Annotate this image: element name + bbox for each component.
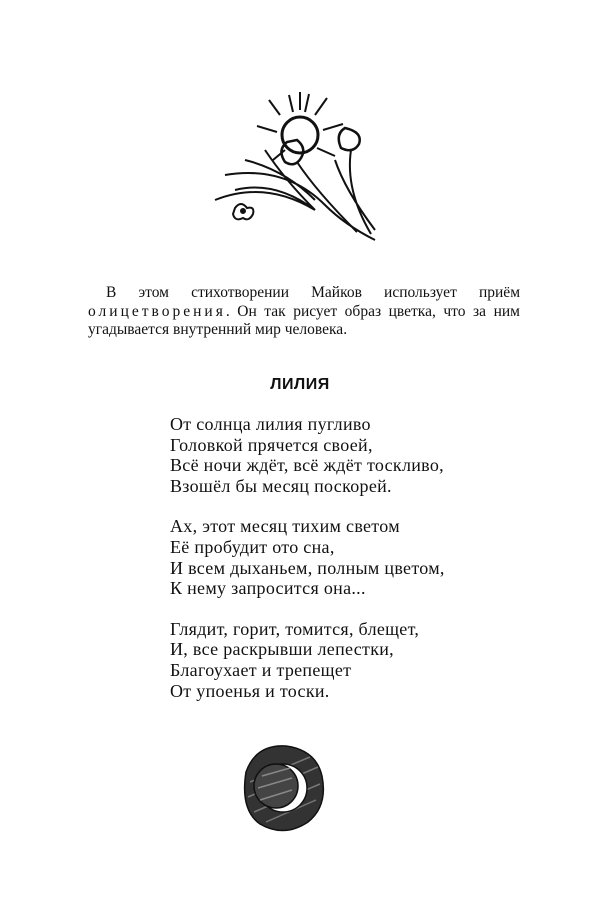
poem-line: И всем дыханьем, полным цветом,: [170, 557, 445, 578]
poem-line: К нему запросится она...: [170, 578, 366, 599]
poem-line: И, все раскрывши лепестки,: [170, 639, 394, 660]
intro-term: олицетворения: [88, 302, 226, 320]
stanza: [170, 619, 445, 701]
poem-line: Головкой прячется своей,: [170, 434, 373, 455]
poem-line: Благоухает и трепещет: [170, 659, 352, 680]
poem-line: Её пробудит ото сна,: [170, 536, 335, 557]
poem-line: От солнца лилия пугливо: [170, 414, 371, 434]
poem-body: [170, 414, 445, 721]
stanza: [170, 516, 445, 598]
intro-text-part2: . Он так рисует образ цветка, что за ним угадывается внутренний мир человека.: [88, 302, 520, 338]
crescent-moon-illustration: [238, 742, 328, 834]
poem-line: Ах, этот месяц тихим светом: [170, 516, 400, 537]
poem-title: ЛИЛИЯ: [270, 376, 330, 393]
poem-line: От упоенья и тоски.: [170, 680, 330, 701]
intro-paragraph: [88, 284, 520, 340]
poem-line: Взошёл бы месяц поскорей.: [170, 475, 392, 496]
sun-and-flowers-illustration: [205, 90, 395, 245]
poem-line: Глядит, горит, томится, блещет,: [170, 618, 420, 639]
intro-text-part1: В этом стихотворении Майков использует приём: [106, 284, 520, 301]
stanza: [170, 414, 445, 496]
poem-line: Всё ночи ждёт, всё ждёт тоскливо,: [170, 455, 444, 476]
